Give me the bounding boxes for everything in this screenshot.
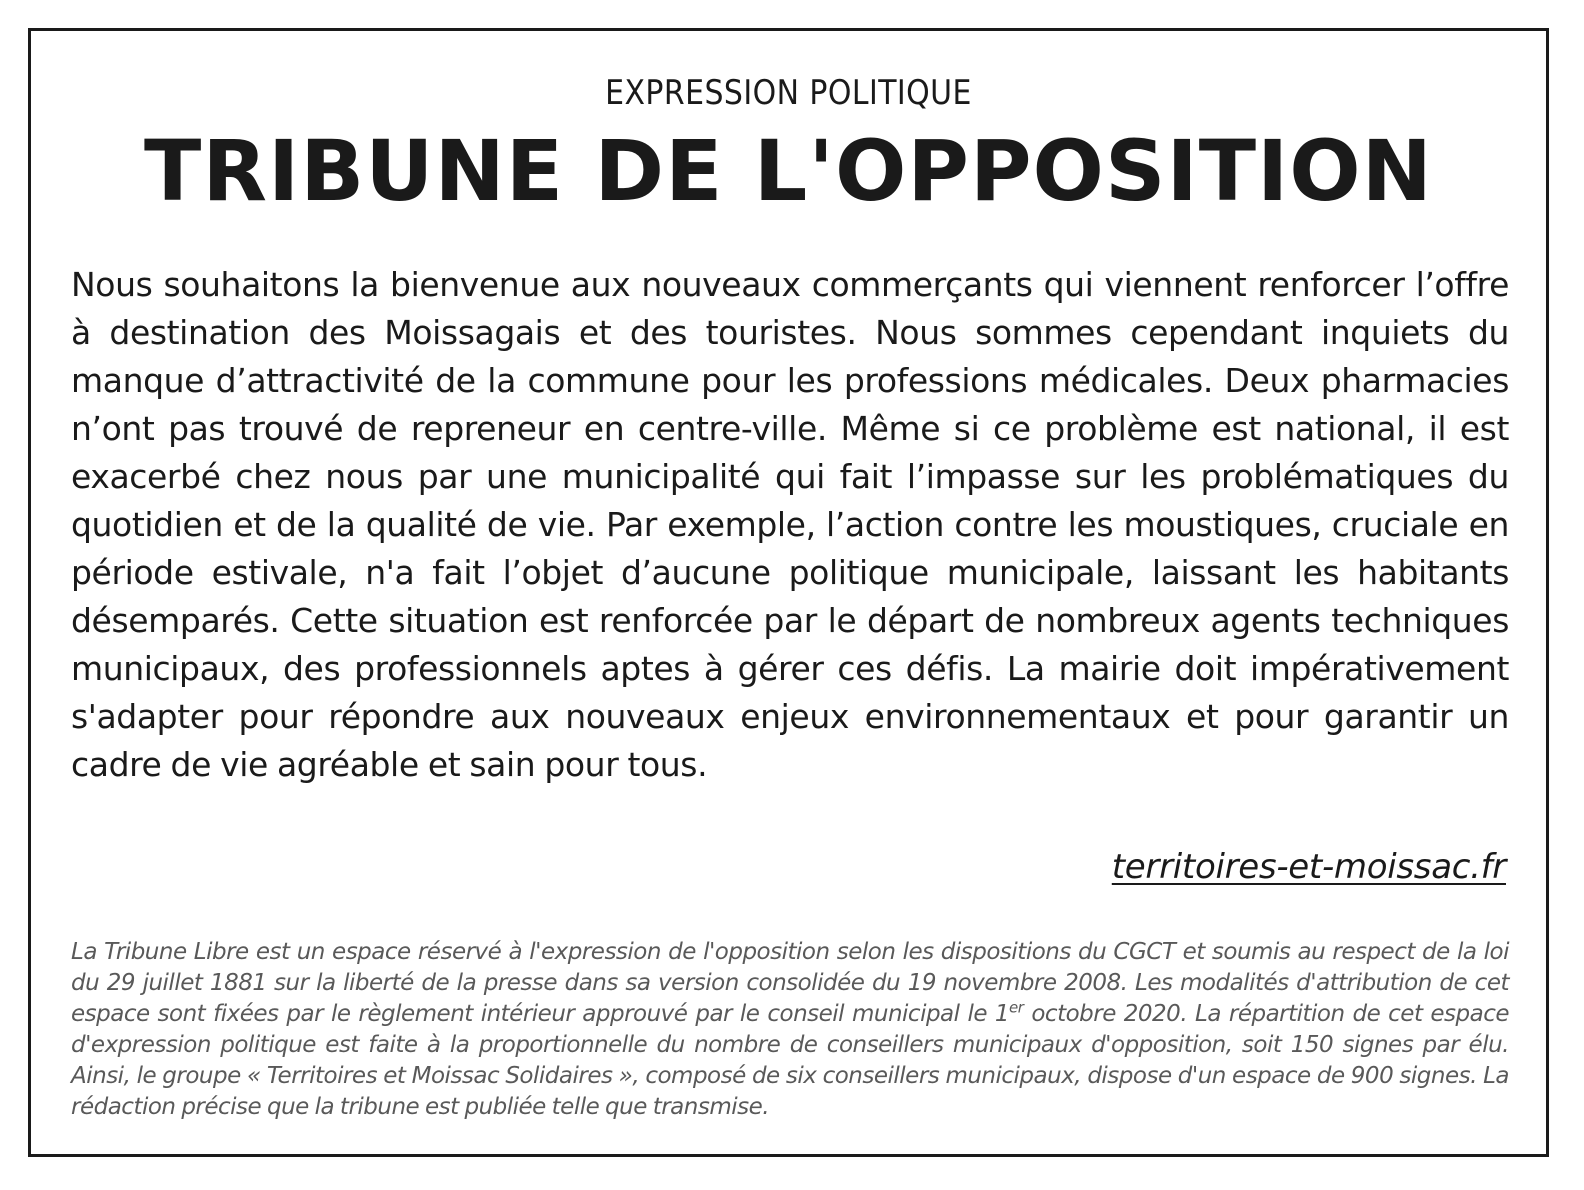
ordinal-superscript: er <box>1009 998 1024 1017</box>
tribune-frame <box>28 28 1549 1157</box>
section-kicker: EXPRESSION POLITIQUE <box>605 73 972 113</box>
article-body: Nous souhaitons la bienvenue aux nouveaux commerçants qui viennent renforcer l’offre à destination des Moissagais et des touristes. Nous sommes cependant inquiets du manque d’attractivité de la commune pour les professions médicales. Deux pharmacies n’ont pas trouvé de repreneur en centre-ville. Même si ce problème est national, il est exacerbé chez nous par une municipalité qui fait l’impasse sur les problématiques du quotidien et de la qualité de vie. Par exemple, l’action contre les moustiques, cruciale en période estivale, n'a fait l’objet d’aucune politique municipale, laissant les habitants désemparés. Cette situation est renforcée par le départ de nombreux agents techniques municipaux, des professionnels aptes à gérer ces défis. La mairie doit impérativement s'adapter pour répondre aux nouveaux enjeux environnementaux et pour garantir un cadre de vie agréable et sain pour tous. <box>71 265 1509 784</box>
disclaimer-text-part2: octobre 2020. La répartition de cet espace d'expression politique est faite à la proportionnelle du nombre de conseillers municipaux d'opposition, soit 150 signes par élu. Ainsi, le groupe « Territoires et Moissac Solidaires », composé de six conseillers municipaux, dispose d'un espace de 900 signes. La rédaction précise que la tribune est publiée telle que transmise. <box>71 1001 1509 1120</box>
website-link[interactable]: territoires-et-moissac.fr <box>1111 847 1506 887</box>
page-title: TRIBUNE DE L'OPPOSITION <box>144 122 1433 220</box>
legal-disclaimer <box>71 937 1509 1123</box>
disclaimer-text-part1: La Tribune Libre est un espace réservé à l'expression de l'opposition selon les dispositions du CGCT et soumis au respect de la loi du 29 juillet 1881 sur la liberté de la presse dans sa version consolidée du 19 novembre 2008. Les modalités d'attribution de cet espace sont fixées par le règlement intérieur approuvé par le conseil municipal le 1 <box>71 939 1509 1027</box>
